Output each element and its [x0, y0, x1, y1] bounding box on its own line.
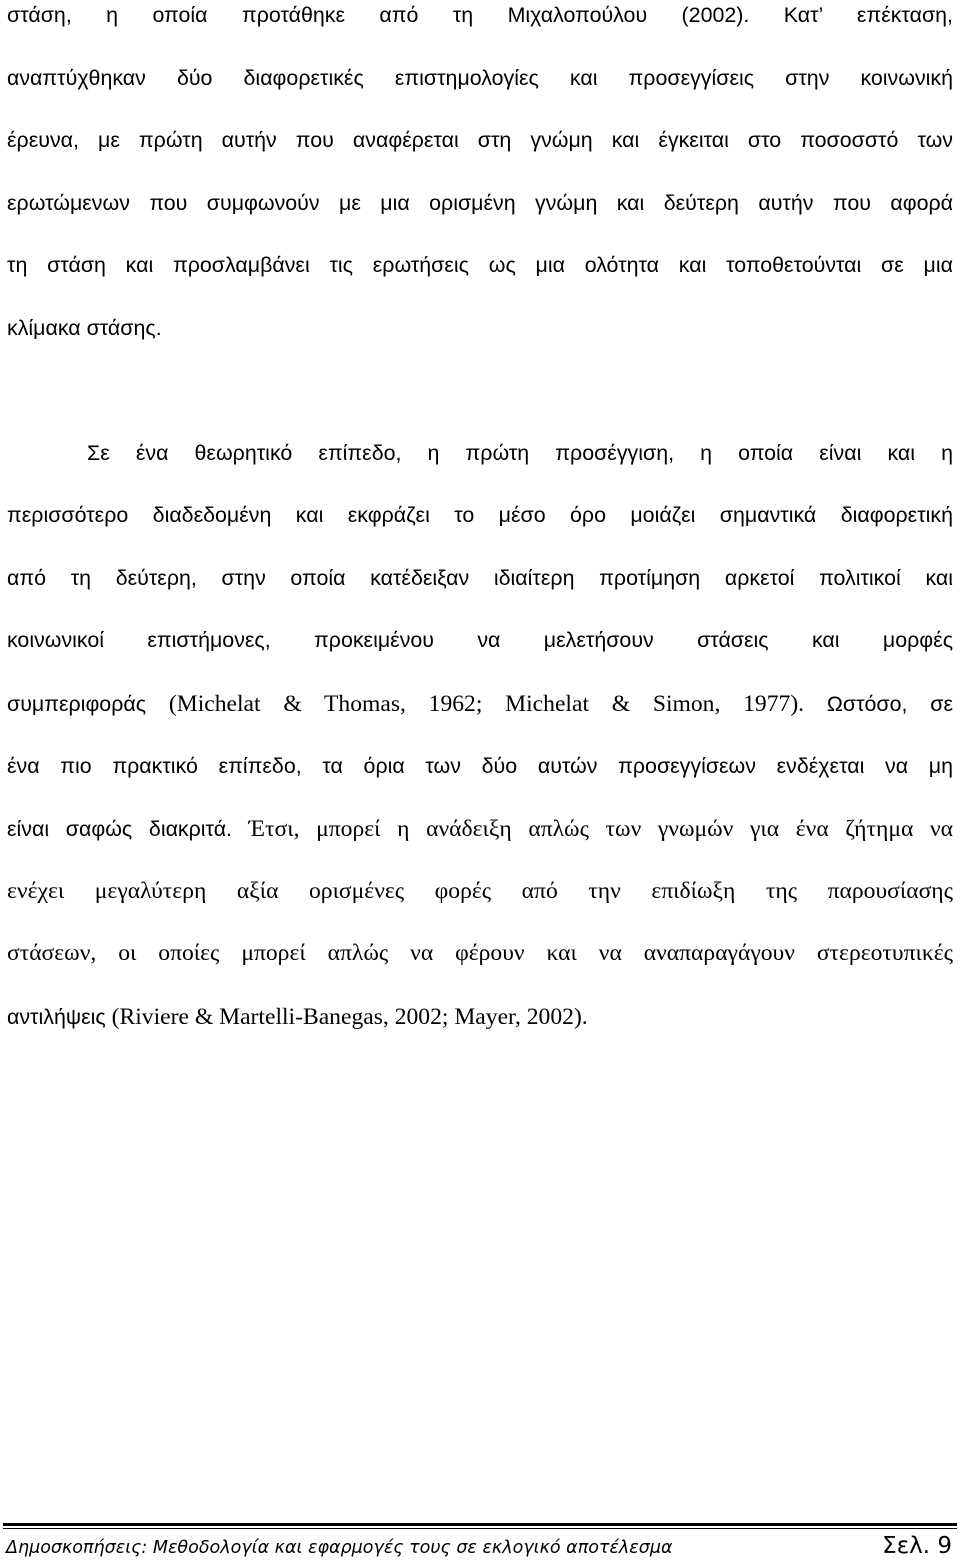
page-number: Σελ. 9	[882, 1533, 952, 1559]
line-7-text-start: είναι σαφώς διακριτά.	[7, 817, 233, 842]
paragraph-2	[7, 435, 953, 1061]
paragraph-1-line-2: αναπτύχθηκαν δύο διαφορετικές επιστημολογίες και προσεγγίσεις στην κοινωνική	[7, 65, 953, 90]
citation-michelat: (Michelat & Thomas, 1962; Michelat & Simon, 1977).	[168, 690, 805, 717]
paragraph-2-line-10	[7, 998, 953, 1061]
paragraph-1	[7, 0, 953, 373]
line-5-text-end: Ωστόσο, σε	[804, 691, 953, 716]
page-footer	[6, 1533, 952, 1565]
paragraph-2-line-7	[7, 810, 953, 873]
line-5-text-start: συμπεριφοράς	[7, 691, 169, 716]
paragraph-2-line-5	[7, 685, 953, 748]
footer-divider-thin	[3, 1528, 957, 1529]
paragraph-2-line-2: περισσότερο διαδεδομένη και εκφράζει το μέσο όρο μοιάζει σημαντικά διαφορετική	[7, 503, 953, 528]
document-body	[7, 0, 953, 1061]
footer-title: Δημοσκοπήσεις: Μεθοδολογία και εφαρμογές τους σε εκλογικό αποτέλεσμα	[6, 1538, 673, 1558]
paragraph-1-line-3: έρευνα, με πρώτη αυτήν που αναφέρεται στη γνώμη και έγκειται στο ποσοσστό των	[7, 128, 953, 153]
paragraph-2-line-4: κοινωνικοί επιστήμονες, προκειμένου να μελετήσουν στάσεις και μορφές	[7, 628, 953, 653]
paragraph-2-line-3: από τη δεύτερη, στην οποία κατέδειξαν ιδιαίτερη προτίμηση αρκετοί πολιτικοί και	[7, 565, 953, 590]
citation-riviere: (Riviere & Martelli-Banegas, 2002; Mayer, 2002).	[111, 1003, 588, 1030]
paragraph-1-line-5: τη στάση και προσλαμβάνει τις ερωτήσεις ως μια ολότητα και τοποθετούνται σε μια	[7, 253, 953, 278]
paragraph-1-line-4: ερωτώμενων που συμφωνούν με μια ορισμένη γνώμη και δεύτερη αυτήν που αφορά	[7, 190, 953, 215]
paragraph-2-line-6: ένα πιο πρακτικό επίπεδο, τα όρια των δύο αυτών προσεγγίσεων ενδέχεται να μη	[7, 753, 953, 778]
paragraph-2-line-1: Σε ένα θεωρητικό επίπεδο, η πρώτη προσέγγιση, η οποία είναι και η	[87, 440, 953, 465]
paragraph-2-line-9: στάσεων, οι οποίες μπορεί απλώς να φέρουν και να αναπαραγάγουν στερεοτυπικές	[7, 940, 953, 967]
line-7-text-end: Έτσι, μπορεί η ανάδειξη απλώς των γνωμών για ένα ζήτημα να	[232, 816, 953, 843]
line-10-text-start: αντιλήψεις	[7, 1004, 112, 1029]
paragraph-1-line-1: στάση, η οποία προτάθηκε από τη Μιχαλοπούλου (2002). Κατ’ επέκταση,	[7, 3, 953, 27]
paragraph-1-line-6: κλίμακα στάσης.	[7, 315, 162, 340]
paragraph-2-line-8: ενέχει μεγαλύτερη αξία ορισμένες φορές από την επιδίωξη της παρουσίασης	[7, 877, 953, 904]
footer-divider-thick	[3, 1523, 957, 1526]
paragraph-spacer	[7, 373, 953, 435]
